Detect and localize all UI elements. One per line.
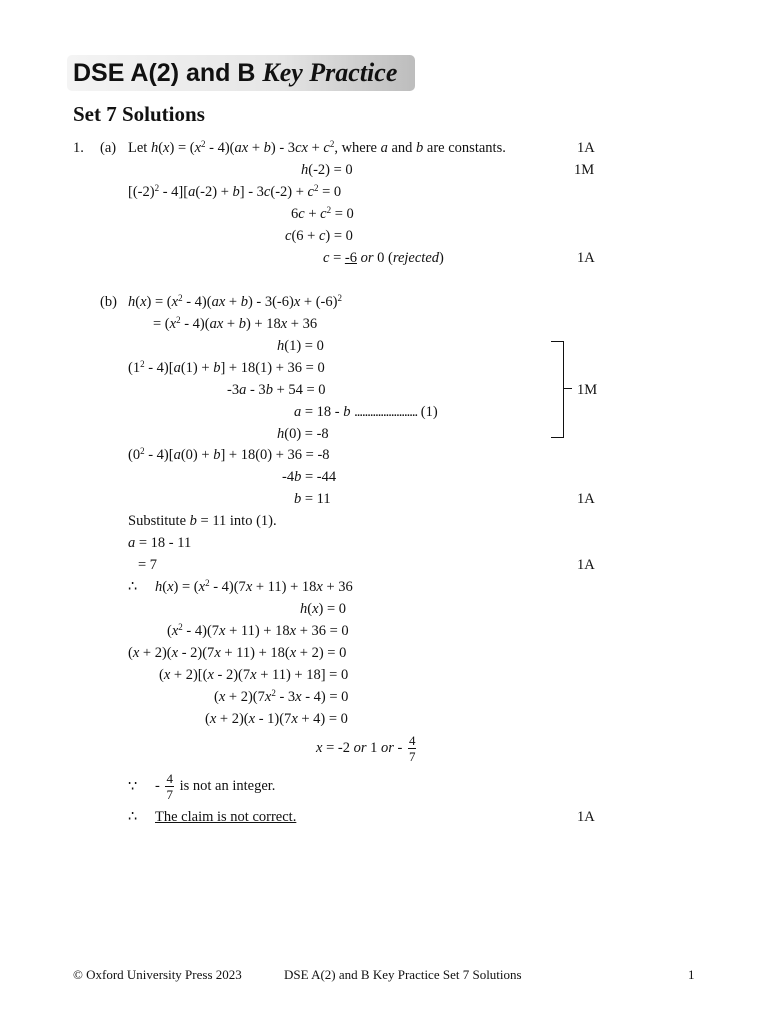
- therefore-symbol: ∴: [128, 579, 138, 595]
- solution-line: a = 18 - 11: [128, 535, 192, 551]
- mark-label: 1A: [577, 140, 595, 156]
- solution-line: h(0) = -8: [277, 426, 329, 442]
- solution-line: $6c + c^2 = 0$: [291, 205, 354, 222]
- solution-line: c = -6 or 0 (rejected): [323, 250, 444, 266]
- mark-label: 1A: [577, 557, 595, 573]
- footer-page-number: 1: [688, 967, 695, 982]
- mark-label: 1M: [577, 382, 598, 398]
- solution-line: b = 11: [294, 491, 331, 507]
- solution-line: (x + 2)(x - 1)(7x + 4) = 0: [205, 711, 348, 727]
- conclusion-text: The claim is not correct.: [155, 809, 297, 825]
- because-symbol: ∵: [128, 779, 138, 795]
- solution-line: h(x) = 0: [300, 601, 347, 617]
- solution-line: = 7: [138, 557, 158, 573]
- section-heading: Set 7 Solutions: [73, 102, 205, 126]
- solution-line: h(1) = 0: [277, 338, 324, 354]
- page-title-main: DSE A(2) and B: [73, 59, 256, 87]
- part-b-label: (b): [100, 294, 117, 310]
- solution-line: x = -2 or 1 or - $\frac{4}{7}$: [316, 733, 416, 765]
- solution-line: $(1^2 - 4)[a(1) + b] + 18(1) + 36 = 0$: [128, 359, 325, 376]
- solution-line: $(0^2 - 4)[a(0) + b] + 18(0) + 36 = -8$: [128, 446, 330, 463]
- page-title-subtitle: Key Practice: [262, 58, 398, 87]
- mark-bracket-tick: [563, 388, 572, 389]
- footer-copyright: © Oxford University Press 2023: [73, 967, 242, 982]
- footer-title: DSE A(2) and B Key Practice Set 7 Solutions: [284, 967, 522, 982]
- solution-line: $[(-2)^2 - 4][a(-2) + b] - 3c(-2) + c^2 = 0$: [128, 183, 342, 200]
- solution-line: h(-2) = 0: [301, 162, 353, 178]
- question-number: 1.: [73, 140, 84, 156]
- mark-bracket: [551, 341, 564, 438]
- solution-line: (x + 2)(x - 2)(7x + 11) + 18(x + 2) = 0: [128, 645, 347, 661]
- solution-line: $(x + 2)(7x^2 - 3x - 4) = 0$: [214, 688, 349, 705]
- solution-line: Substitute b = 11 into (1).: [128, 513, 277, 529]
- fraction: $\frac{4}{7}$: [408, 733, 416, 765]
- solution-line: -4b = -44: [282, 469, 337, 485]
- solution-line: = $(x^2 - 4)(ax + b) + 18x + 36$: [153, 315, 318, 332]
- solution-line: -3a - 3b + 54 = 0: [227, 382, 326, 398]
- page-title: [73, 56, 397, 90]
- mark-label: 1M: [574, 162, 595, 178]
- solution-line: c(6 + c) = 0: [285, 228, 353, 244]
- solution-line: $h(x) = (x^2 - 4)(ax + b) - 3(-6)x + (-6)^2$: [128, 293, 342, 310]
- solution-line: $(x^2 - 4)(7x + 11) + 18x + 36 = 0$: [167, 622, 349, 639]
- solution-line: $h(x) = (x^2 - 4)(7x + 11) + 18x + 36$: [155, 578, 353, 595]
- fraction: $\frac{4}{7}$: [166, 771, 173, 803]
- therefore-symbol: ∴: [128, 809, 138, 825]
- solution-line: (x + 2)[(x - 2)(7x + 11) + 18] = 0: [159, 667, 349, 683]
- part-a-label: (a): [100, 140, 117, 156]
- mark-label: 1A: [577, 491, 595, 507]
- mark-label: 1A: [577, 250, 595, 266]
- solution-line: Let $h(x) = (x^2 - 4)(ax + b) - 3cx + c^2$, where a and b are constants.: [128, 139, 506, 156]
- solution-line: a = 18 - b ........................ (1): [294, 404, 438, 420]
- mark-label: 1A: [577, 809, 595, 825]
- solution-line: - $\frac{4}{7}$ is not an integer.: [155, 771, 276, 803]
